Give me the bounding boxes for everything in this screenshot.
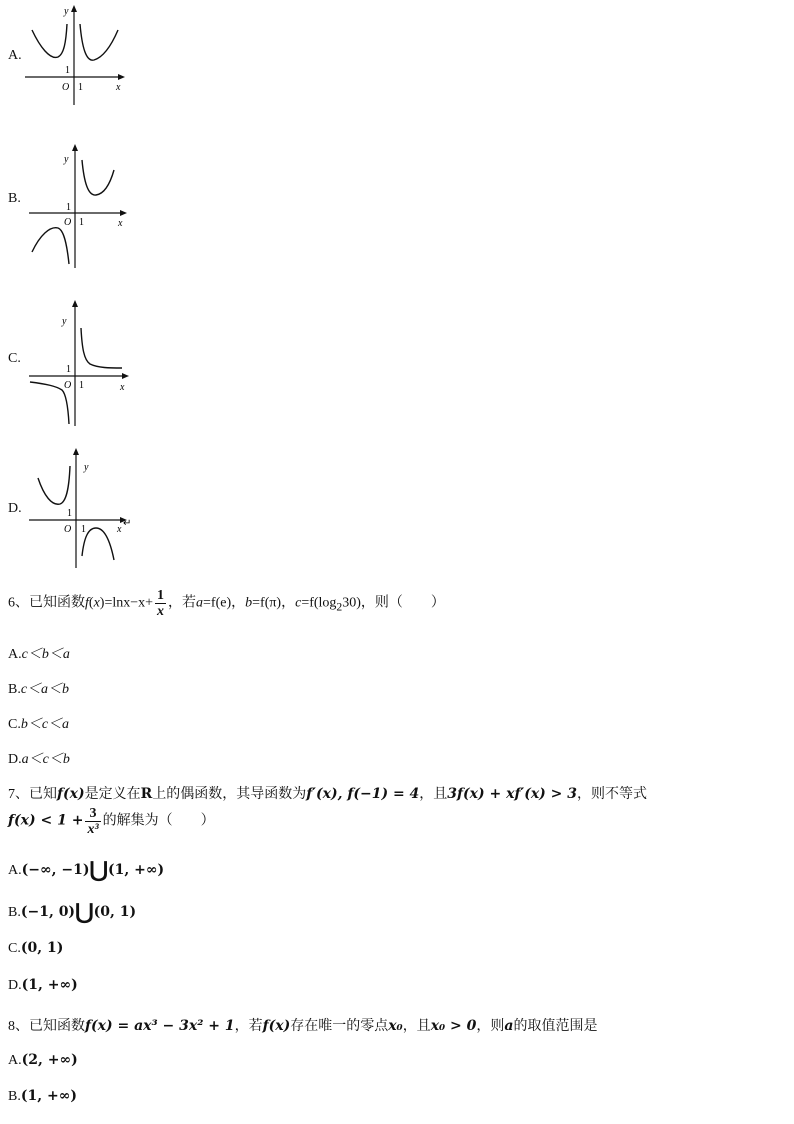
option-text: c＜b＜a [21,647,70,662]
fraction-numerator: 3 [85,806,100,822]
origin-label: O [64,380,72,391]
fraction [155,588,166,619]
interval: (0, 1) [20,940,64,956]
option-d-label: D. [8,501,22,516]
stem-text: ( [88,595,94,611]
q7-option-d[interactable] [8,977,78,994]
option-text: b＜c＜a [20,717,70,732]
paragraph-mark: ↵ [123,518,132,529]
axis-x-label: x [116,82,121,93]
origin-label: O [64,524,72,535]
q6-option-d[interactable] [8,748,70,768]
math-function: f(x) = ax³ − 3x² + 1 [85,1018,235,1034]
tick-y-one: 1 [66,202,71,213]
question-number: 8、 [8,1019,29,1034]
tick-y-one: 1 [66,364,71,375]
math-inequality: 3f(x) + xf′(x) > 3 [447,786,578,802]
option-text: a＜c＜b [21,752,70,767]
q7-option-c[interactable] [8,940,63,957]
q7-option-a[interactable] [8,858,164,883]
origin-label: O [64,217,72,228]
math-fx: f(x) [262,1018,291,1034]
question-6-stem [8,588,445,619]
stem-text: 30)，则（ ） [342,595,445,611]
q8-option-b[interactable] [8,1088,77,1105]
axis-x-label: x [117,524,122,535]
option-a-label: A. [8,48,22,63]
interval: (−∞, −1) [21,862,90,878]
option-label: D. [8,978,22,993]
stem-text: 上的偶函数，其导函数为 [152,787,307,802]
stem-text: 已知函数 [29,1019,85,1034]
tick-y-one: 1 [67,508,72,519]
union-symbol: ⋃ [89,858,109,883]
option-b-label: B. [8,191,21,206]
origin-label: O [62,82,70,93]
stem-text: ，若 [168,595,197,611]
axis-x-label: x [118,218,123,229]
option-label: B. [8,1089,21,1104]
graph-option-a [20,2,130,107]
q6-option-b[interactable] [8,678,69,698]
math-R: R [140,786,153,802]
stem-text: 已知函数 [29,595,85,611]
fraction-denominator: x³ [87,822,99,837]
option-label: C. [8,941,21,956]
stem-text: )=lnx−x+ [99,595,154,611]
stem-text: =f(e)， [203,595,246,611]
axis-y-label: y [62,316,67,327]
option-label: D. [8,752,22,767]
axis-y-label: y [84,462,89,473]
interval: (2, +∞) [21,1052,78,1068]
math-c: c [295,595,302,611]
option-label: B. [8,682,21,697]
interval: (0, 1) [93,904,137,920]
subscript: 2 [336,600,343,614]
tick-x-one: 1 [78,82,83,93]
option-c-label: C. [8,351,21,366]
tick-x-one: 1 [81,524,86,535]
stem-text: ，则 [476,1019,505,1034]
interval: (1, +∞) [108,862,165,878]
graph-option-b [24,140,134,270]
option-label: A. [8,863,22,878]
math-inequality: x₀ > 0 [430,1018,477,1034]
math-a: a [504,1018,514,1034]
tick-y-one: 1 [65,65,70,76]
math-inequality: f(x) < 1 + [8,812,84,829]
stem-text: 存在唯一的零点 [290,1019,389,1034]
stem-text: 是定义在 [84,787,141,802]
graph-option-c [24,298,134,428]
option-label: A. [8,647,22,662]
stem-text: 的取值范围是 [513,1019,598,1034]
stem-text: 的解集为（ ） [102,813,215,829]
axis-y-label: y [64,6,69,17]
math-b: b [245,595,253,611]
q6-option-c[interactable] [8,713,69,733]
math-f: f [85,595,89,611]
q6-option-a[interactable] [8,643,70,663]
option-text: c＜a＜b [20,682,70,697]
question-number: 7、 [8,787,29,802]
tick-x-one: 1 [79,217,84,228]
axis-x-label: x [120,382,125,393]
math-x0: x₀ [388,1018,403,1034]
option-label: C. [8,717,21,732]
stem-text: ，若 [234,1019,263,1034]
question-7-stem-line1 [8,783,647,803]
tick-x-one: 1 [79,380,84,391]
option-label: B. [8,905,21,920]
graph-option-d [24,446,139,571]
axis-y-label: y [64,154,69,165]
stem-text: ，则不等式 [577,787,648,802]
stem-text: ，且 [419,787,448,802]
question-8-stem [8,1015,597,1035]
interval: (−1, 0) [20,904,76,920]
math-x: x [93,595,100,611]
stem-text: =f(π)， [252,595,296,611]
q8-option-a[interactable] [8,1052,78,1069]
union-symbol: ⋃ [75,900,94,925]
stem-text: 已知 [29,787,57,802]
fraction-numerator: 1 [157,588,165,603]
math-fx: f(x) [57,786,85,802]
stem-text: =f(log [301,595,337,611]
fraction-denominator: x [157,604,165,619]
interval: (1, +∞) [20,1088,77,1104]
option-label: A. [8,1053,22,1068]
stem-text: ，且 [402,1019,431,1034]
math-derivative: f′(x), f(−1) = 4 [306,786,420,802]
fraction [85,806,100,837]
math-a: a [196,595,204,611]
question-number: 6、 [8,595,29,611]
question-7-stem-line2 [8,806,215,837]
q7-option-b[interactable] [8,900,136,925]
interval: (1, +∞) [21,977,78,993]
